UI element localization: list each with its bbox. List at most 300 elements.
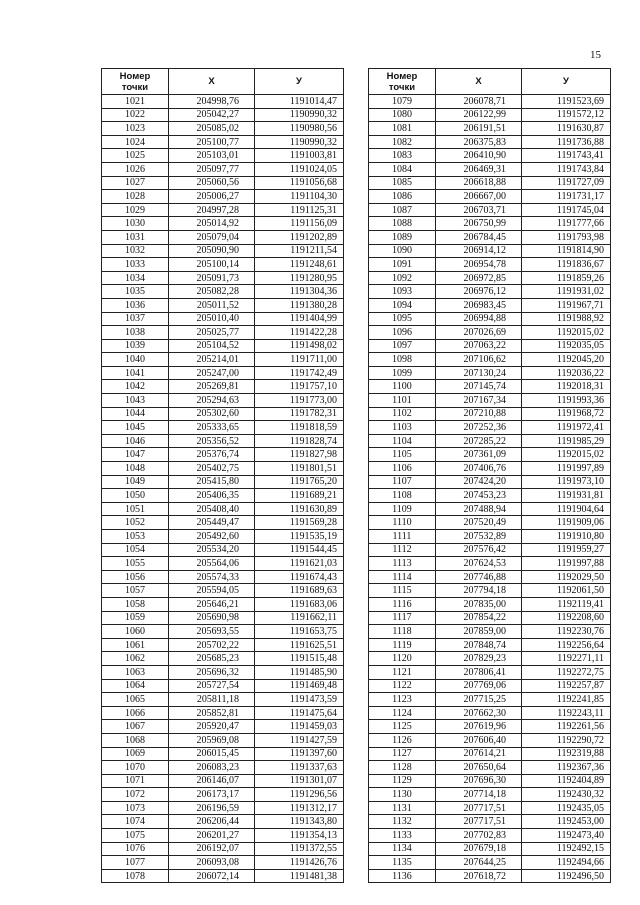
point-number-cell: 1067 <box>102 720 169 734</box>
x-coordinate-cell: 207746,88 <box>436 570 522 584</box>
y-coordinate-cell: 1192261,56 <box>522 720 611 734</box>
x-coordinate-cell: 205097,77 <box>169 162 255 176</box>
x-coordinate-cell: 207488,94 <box>436 502 522 516</box>
table-row <box>102 448 344 462</box>
y-coordinate-cell: 1191372,55 <box>255 842 344 856</box>
y-coordinate-cell: 1191473,59 <box>255 693 344 707</box>
point-number-cell: 1105 <box>369 448 436 462</box>
point-number-cell: 1070 <box>102 761 169 775</box>
x-coordinate-cell: 207717,51 <box>436 801 522 815</box>
x-coordinate-cell: 207619,96 <box>436 720 522 734</box>
point-number-cell: 1083 <box>369 149 436 163</box>
point-number-cell: 1056 <box>102 570 169 584</box>
table-row <box>102 122 344 136</box>
table-row <box>369 475 611 489</box>
point-number-cell: 1102 <box>369 407 436 421</box>
point-number-cell: 1071 <box>102 774 169 788</box>
point-number-cell: 1031 <box>102 230 169 244</box>
y-coordinate-cell: 1190990,32 <box>255 108 344 122</box>
x-coordinate-cell: 205042,27 <box>169 108 255 122</box>
point-number-cell: 1048 <box>102 462 169 476</box>
table-row <box>102 380 344 394</box>
y-coordinate-cell: 1191993,36 <box>522 394 611 408</box>
x-coordinate-cell: 205025,77 <box>169 326 255 340</box>
x-coordinate-cell: 207794,18 <box>436 584 522 598</box>
point-number-cell: 1132 <box>369 815 436 829</box>
x-coordinate-cell: 205920,47 <box>169 720 255 734</box>
header-y: У <box>255 69 344 95</box>
y-coordinate-cell: 1191674,43 <box>255 570 344 584</box>
x-coordinate-cell: 205085,02 <box>169 122 255 136</box>
table-row <box>369 788 611 802</box>
x-coordinate-cell: 205852,81 <box>169 706 255 720</box>
x-coordinate-cell: 205103,01 <box>169 149 255 163</box>
y-coordinate-cell: 1192319,88 <box>522 747 611 761</box>
table-row <box>102 475 344 489</box>
x-coordinate-cell: 207361,09 <box>436 448 522 462</box>
x-coordinate-cell: 206469,31 <box>436 162 522 176</box>
y-coordinate-cell: 1192230,76 <box>522 625 611 639</box>
x-coordinate-cell: 207715,25 <box>436 693 522 707</box>
table-row <box>369 135 611 149</box>
x-coordinate-cell: 205302,60 <box>169 407 255 421</box>
y-coordinate-cell: 1191211,54 <box>255 244 344 258</box>
table-row <box>369 774 611 788</box>
y-coordinate-cell: 1191973,10 <box>522 475 611 489</box>
point-number-cell: 1119 <box>369 638 436 652</box>
y-coordinate-cell: 1191014,47 <box>255 95 344 109</box>
point-number-cell: 1113 <box>369 557 436 571</box>
point-number-cell: 1024 <box>102 135 169 149</box>
table-row <box>102 149 344 163</box>
table-row <box>102 611 344 625</box>
table-row <box>369 856 611 870</box>
x-coordinate-cell: 205811,18 <box>169 693 255 707</box>
table-row <box>369 217 611 231</box>
x-coordinate-cell: 207145,74 <box>436 380 522 394</box>
point-number-cell: 1046 <box>102 434 169 448</box>
point-number-cell: 1053 <box>102 530 169 544</box>
point-number-cell: 1064 <box>102 679 169 693</box>
table-row <box>369 679 611 693</box>
table-row <box>369 502 611 516</box>
point-number-cell: 1060 <box>102 625 169 639</box>
y-coordinate-cell: 1191683,06 <box>255 597 344 611</box>
point-number-cell: 1059 <box>102 611 169 625</box>
header-x: X <box>436 69 522 95</box>
table-row <box>102 597 344 611</box>
point-number-cell: 1111 <box>369 530 436 544</box>
y-coordinate-cell: 1192290,72 <box>522 733 611 747</box>
table-row <box>102 679 344 693</box>
x-coordinate-cell: 207614,21 <box>436 747 522 761</box>
y-coordinate-cell: 1191625,51 <box>255 638 344 652</box>
y-coordinate-cell: 1191569,28 <box>255 516 344 530</box>
point-number-cell: 1117 <box>369 611 436 625</box>
y-coordinate-cell: 1190990,32 <box>255 135 344 149</box>
x-coordinate-cell: 205100,14 <box>169 258 255 272</box>
x-coordinate-cell: 207532,89 <box>436 530 522 544</box>
table-row <box>369 366 611 380</box>
y-coordinate-cell: 1191572,12 <box>522 108 611 122</box>
point-number-cell: 1084 <box>369 162 436 176</box>
y-coordinate-cell: 1191931,81 <box>522 489 611 503</box>
x-coordinate-cell: 206206,44 <box>169 815 255 829</box>
table-row <box>102 421 344 435</box>
table-row <box>369 108 611 122</box>
point-number-cell: 1125 <box>369 720 436 734</box>
y-coordinate-cell: 1192453,00 <box>522 815 611 829</box>
table-row <box>102 638 344 652</box>
x-coordinate-cell: 205269,81 <box>169 380 255 394</box>
table-row <box>369 625 611 639</box>
table-row <box>102 95 344 109</box>
header-point-number: Номер точки <box>102 69 169 95</box>
header-y: У <box>522 69 611 95</box>
y-coordinate-cell: 1191827,98 <box>255 448 344 462</box>
y-coordinate-cell: 1191910,80 <box>522 530 611 544</box>
x-coordinate-cell: 207252,36 <box>436 421 522 435</box>
table-row <box>102 543 344 557</box>
point-number-cell: 1085 <box>369 176 436 190</box>
x-coordinate-cell: 206146,07 <box>169 774 255 788</box>
point-number-cell: 1035 <box>102 285 169 299</box>
point-number-cell: 1091 <box>369 258 436 272</box>
table-row <box>369 530 611 544</box>
y-coordinate-cell: 1191003,81 <box>255 149 344 163</box>
point-number-cell: 1075 <box>102 829 169 843</box>
x-coordinate-cell: 206667,00 <box>436 190 522 204</box>
y-coordinate-cell: 1192015,02 <box>522 448 611 462</box>
x-coordinate-cell: 205014,92 <box>169 217 255 231</box>
point-number-cell: 1074 <box>102 815 169 829</box>
table-row <box>369 149 611 163</box>
table-row <box>369 298 611 312</box>
y-coordinate-cell: 1192061,50 <box>522 584 611 598</box>
x-coordinate-cell: 205090,90 <box>169 244 255 258</box>
y-coordinate-cell: 1191485,90 <box>255 665 344 679</box>
table-row <box>369 203 611 217</box>
y-coordinate-cell: 1191523,69 <box>522 95 611 109</box>
y-coordinate-cell: 1191711,00 <box>255 353 344 367</box>
point-number-cell: 1028 <box>102 190 169 204</box>
table-row <box>369 761 611 775</box>
y-coordinate-cell: 1191475,64 <box>255 706 344 720</box>
y-coordinate-cell: 1191630,87 <box>522 122 611 136</box>
table-row <box>369 611 611 625</box>
x-coordinate-cell: 207650,64 <box>436 761 522 775</box>
table-row <box>102 298 344 312</box>
y-coordinate-cell: 1191904,64 <box>522 502 611 516</box>
y-coordinate-cell: 1191765,20 <box>255 475 344 489</box>
table-row <box>102 203 344 217</box>
x-coordinate-cell: 205402,75 <box>169 462 255 476</box>
y-coordinate-cell: 1191380,28 <box>255 298 344 312</box>
table-row <box>102 162 344 176</box>
y-coordinate-cell: 1192119,41 <box>522 597 611 611</box>
x-coordinate-cell: 207835,00 <box>436 597 522 611</box>
table-row <box>369 176 611 190</box>
x-coordinate-cell: 205415,80 <box>169 475 255 489</box>
y-coordinate-cell: 1191745,04 <box>522 203 611 217</box>
y-coordinate-cell: 1191354,13 <box>255 829 344 843</box>
x-coordinate-cell: 206093,08 <box>169 856 255 870</box>
table-row <box>102 788 344 802</box>
point-number-cell: 1047 <box>102 448 169 462</box>
point-number-cell: 1101 <box>369 394 436 408</box>
x-coordinate-cell: 207829,23 <box>436 652 522 666</box>
y-coordinate-cell: 1192404,89 <box>522 774 611 788</box>
y-coordinate-cell: 1191689,63 <box>255 584 344 598</box>
point-number-cell: 1131 <box>369 801 436 815</box>
point-number-cell: 1136 <box>369 869 436 883</box>
point-number-cell: 1096 <box>369 326 436 340</box>
point-number-cell: 1062 <box>102 652 169 666</box>
x-coordinate-cell: 205969,08 <box>169 733 255 747</box>
y-coordinate-cell: 1192494,66 <box>522 856 611 870</box>
point-number-cell: 1041 <box>102 366 169 380</box>
table-row <box>369 597 611 611</box>
point-number-cell: 1082 <box>369 135 436 149</box>
point-number-cell: 1039 <box>102 339 169 353</box>
table-row <box>369 271 611 285</box>
table-row <box>369 733 611 747</box>
table-row <box>102 625 344 639</box>
table-row <box>102 815 344 829</box>
point-number-cell: 1098 <box>369 353 436 367</box>
table-row <box>102 502 344 516</box>
y-coordinate-cell: 1191248,61 <box>255 258 344 272</box>
point-number-cell: 1135 <box>369 856 436 870</box>
y-coordinate-cell: 1191909,06 <box>522 516 611 530</box>
y-coordinate-cell: 1191156,09 <box>255 217 344 231</box>
y-coordinate-cell: 1191818,59 <box>255 421 344 435</box>
table-row <box>369 95 611 109</box>
y-coordinate-cell: 1192015,02 <box>522 326 611 340</box>
table-row <box>369 829 611 843</box>
point-number-cell: 1115 <box>369 584 436 598</box>
x-coordinate-cell: 206618,88 <box>436 176 522 190</box>
table-row <box>369 285 611 299</box>
x-coordinate-cell: 205333,65 <box>169 421 255 435</box>
x-coordinate-cell: 206410,90 <box>436 149 522 163</box>
table-row <box>369 801 611 815</box>
y-coordinate-cell: 1192036,22 <box>522 366 611 380</box>
point-number-cell: 1107 <box>369 475 436 489</box>
x-coordinate-cell: 207644,25 <box>436 856 522 870</box>
y-coordinate-cell: 1191630,89 <box>255 502 344 516</box>
point-number-cell: 1120 <box>369 652 436 666</box>
x-coordinate-cell: 207859,00 <box>436 625 522 639</box>
point-number-cell: 1090 <box>369 244 436 258</box>
y-coordinate-cell: 1191727,09 <box>522 176 611 190</box>
table-row <box>102 326 344 340</box>
x-coordinate-cell: 204997,28 <box>169 203 255 217</box>
point-number-cell: 1072 <box>102 788 169 802</box>
x-coordinate-cell: 206173,17 <box>169 788 255 802</box>
x-coordinate-cell: 205104,52 <box>169 339 255 353</box>
point-number-cell: 1078 <box>102 869 169 883</box>
x-coordinate-cell: 205406,35 <box>169 489 255 503</box>
point-number-cell: 1123 <box>369 693 436 707</box>
y-coordinate-cell: 1192435,05 <box>522 801 611 815</box>
y-coordinate-cell: 1191459,03 <box>255 720 344 734</box>
x-coordinate-cell: 207679,18 <box>436 842 522 856</box>
y-coordinate-cell: 1191859,26 <box>522 271 611 285</box>
x-coordinate-cell: 206954,78 <box>436 258 522 272</box>
table-row <box>102 584 344 598</box>
x-coordinate-cell: 207167,34 <box>436 394 522 408</box>
x-coordinate-cell: 207714,18 <box>436 788 522 802</box>
x-coordinate-cell: 207696,30 <box>436 774 522 788</box>
table-row <box>369 570 611 584</box>
table-row <box>102 706 344 720</box>
x-coordinate-cell: 205294,63 <box>169 394 255 408</box>
point-number-cell: 1099 <box>369 366 436 380</box>
x-coordinate-cell: 205060,56 <box>169 176 255 190</box>
y-coordinate-cell: 1191653,75 <box>255 625 344 639</box>
table-row <box>102 339 344 353</box>
y-coordinate-cell: 1191793,98 <box>522 230 611 244</box>
table-row <box>369 489 611 503</box>
point-number-cell: 1030 <box>102 217 169 231</box>
point-number-cell: 1038 <box>102 326 169 340</box>
x-coordinate-cell: 207453,23 <box>436 489 522 503</box>
y-coordinate-cell: 1191742,49 <box>255 366 344 380</box>
table-header-row <box>102 69 344 95</box>
x-coordinate-cell: 205091,73 <box>169 271 255 285</box>
y-coordinate-cell: 1191773,00 <box>255 394 344 408</box>
point-number-cell: 1104 <box>369 434 436 448</box>
table-row <box>102 652 344 666</box>
x-coordinate-cell: 205696,32 <box>169 665 255 679</box>
x-coordinate-cell: 205492,60 <box>169 530 255 544</box>
table-header-row <box>369 69 611 95</box>
y-coordinate-cell: 1191404,99 <box>255 312 344 326</box>
y-coordinate-cell: 1191481,38 <box>255 869 344 883</box>
table-row <box>102 869 344 883</box>
point-number-cell: 1103 <box>369 421 436 435</box>
y-coordinate-cell: 1191814,90 <box>522 244 611 258</box>
x-coordinate-cell: 207285,22 <box>436 434 522 448</box>
table-row <box>102 747 344 761</box>
table-row <box>102 394 344 408</box>
point-number-cell: 1079 <box>369 95 436 109</box>
point-number-cell: 1021 <box>102 95 169 109</box>
table-row <box>369 162 611 176</box>
y-coordinate-cell: 1192256,64 <box>522 638 611 652</box>
y-coordinate-cell: 1192496,50 <box>522 869 611 883</box>
x-coordinate-cell: 206122,99 <box>436 108 522 122</box>
point-number-cell: 1023 <box>102 122 169 136</box>
point-number-cell: 1097 <box>369 339 436 353</box>
table-row <box>369 407 611 421</box>
y-coordinate-cell: 1190980,56 <box>255 122 344 136</box>
table-row <box>369 842 611 856</box>
x-coordinate-cell: 207063,22 <box>436 339 522 353</box>
point-number-cell: 1073 <box>102 801 169 815</box>
x-coordinate-cell: 206976,12 <box>436 285 522 299</box>
point-number-cell: 1112 <box>369 543 436 557</box>
point-number-cell: 1088 <box>369 217 436 231</box>
table-row <box>369 339 611 353</box>
x-coordinate-cell: 207520,49 <box>436 516 522 530</box>
table-row <box>369 448 611 462</box>
point-number-cell: 1061 <box>102 638 169 652</box>
x-coordinate-cell: 207026,69 <box>436 326 522 340</box>
point-number-cell: 1051 <box>102 502 169 516</box>
y-coordinate-cell: 1191736,88 <box>522 135 611 149</box>
table-row <box>369 869 611 883</box>
point-number-cell: 1130 <box>369 788 436 802</box>
table-row <box>369 190 611 204</box>
x-coordinate-cell: 207848,74 <box>436 638 522 652</box>
y-coordinate-cell: 1191535,19 <box>255 530 344 544</box>
point-number-cell: 1106 <box>369 462 436 476</box>
point-number-cell: 1114 <box>369 570 436 584</box>
table-row <box>102 366 344 380</box>
y-coordinate-cell: 1191972,41 <box>522 421 611 435</box>
table-row <box>102 190 344 204</box>
table-row <box>102 108 344 122</box>
table-row <box>369 815 611 829</box>
point-number-cell: 1055 <box>102 557 169 571</box>
point-number-cell: 1034 <box>102 271 169 285</box>
y-coordinate-cell: 1191662,11 <box>255 611 344 625</box>
table-row <box>369 312 611 326</box>
point-number-cell: 1121 <box>369 665 436 679</box>
table-row <box>102 557 344 571</box>
table-row <box>102 271 344 285</box>
x-coordinate-cell: 207769,06 <box>436 679 522 693</box>
point-number-cell: 1068 <box>102 733 169 747</box>
page-number: 15 <box>590 49 601 61</box>
x-coordinate-cell: 206750,99 <box>436 217 522 231</box>
x-coordinate-cell: 205006,27 <box>169 190 255 204</box>
table-row <box>102 842 344 856</box>
x-coordinate-cell: 207576,42 <box>436 543 522 557</box>
table-row <box>102 353 344 367</box>
point-number-cell: 1118 <box>369 625 436 639</box>
y-coordinate-cell: 1191544,45 <box>255 543 344 557</box>
y-coordinate-cell: 1191985,29 <box>522 434 611 448</box>
point-number-cell: 1110 <box>369 516 436 530</box>
y-coordinate-cell: 1191782,31 <box>255 407 344 421</box>
point-number-cell: 1116 <box>369 597 436 611</box>
point-number-cell: 1022 <box>102 108 169 122</box>
point-number-cell: 1042 <box>102 380 169 394</box>
x-coordinate-cell: 207806,41 <box>436 665 522 679</box>
point-number-cell: 1063 <box>102 665 169 679</box>
x-coordinate-cell: 207424,20 <box>436 475 522 489</box>
y-coordinate-cell: 1191621,03 <box>255 557 344 571</box>
point-number-cell: 1077 <box>102 856 169 870</box>
y-coordinate-cell: 1191304,36 <box>255 285 344 299</box>
x-coordinate-cell: 205356,52 <box>169 434 255 448</box>
table-row <box>369 665 611 679</box>
point-number-cell: 1094 <box>369 298 436 312</box>
y-coordinate-cell: 1192492,15 <box>522 842 611 856</box>
table-row <box>102 176 344 190</box>
y-coordinate-cell: 1191024,05 <box>255 162 344 176</box>
y-coordinate-cell: 1191343,80 <box>255 815 344 829</box>
y-coordinate-cell: 1191968,72 <box>522 407 611 421</box>
y-coordinate-cell: 1192208,60 <box>522 611 611 625</box>
x-coordinate-cell: 206914,12 <box>436 244 522 258</box>
table-row <box>369 462 611 476</box>
point-number-cell: 1100 <box>369 380 436 394</box>
point-number-cell: 1032 <box>102 244 169 258</box>
